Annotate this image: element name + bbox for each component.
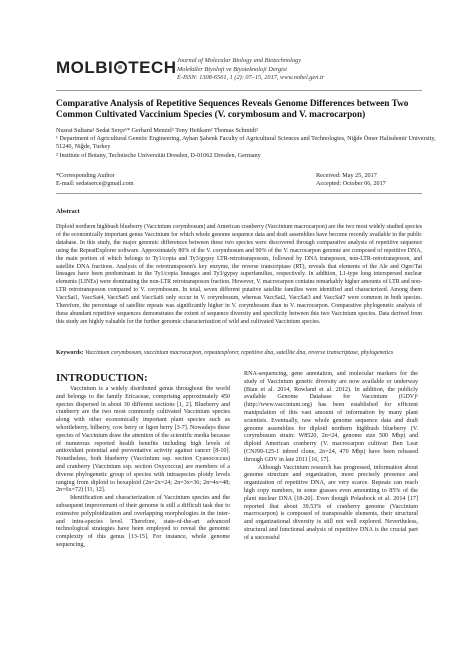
right-column <box>244 371 418 543</box>
abstract-top-divider <box>56 193 422 194</box>
affiliation-2: ² Institute of Botany, Technische Universität Dresden, D-01062 Dresden, Germany <box>56 151 261 159</box>
article-title: Comparative Analysis of Repetitive Sequences Reveals Genome Differences between Two Common Cultivated Vaccinium Species (V. corymbosum and V. macrocarpon) <box>56 99 409 121</box>
journal-name-en: Journal of Molecular Biology and Biotechnology <box>177 57 301 64</box>
corresponding-author-label: *Corresponding Author <box>56 172 115 179</box>
logo-circle-icon <box>114 61 127 74</box>
journal-logo <box>56 58 177 78</box>
received-date: Received: May 25, 2017 <box>316 172 377 179</box>
accepted-date: Accepted: October 06, 2017 <box>316 180 386 188</box>
introduction-heading: INTRODUCTION: <box>56 372 148 384</box>
intro-paragraph-3: RNA-sequencing, gene annotation, and molecular markers for the study of Vaccinium genetic diversity are now available or underway (Bian et al. 2014, Rowland et al. 2012). In addition, the publicly available Genome Database for Vaccinium (GDV)¹ (http://www.vaccinium.org) has been established for efficient manipulation of this vast amount of information by many plant scientists. Eventually, raw whole genome sequence data and draft genome assemblies for diploid northern highbush blueberry (V. corymbosum strain: W8520, 2n=24, genome size 500 Mbp) and diploid American cranberry (V. macrocarpon cultivar: Ben Lear (CNJ99-125-1 inbred clone, 2n=24, 470 Mbp) have been released through GDV in late 2011 [16, 17]. <box>244 371 418 463</box>
keywords-text: Vaccinium corymbosum, vaccinium macrocarpon, repeatexplorer, repetitive dna, satellite dna, reverse transcriptase, phylogenetics <box>83 350 394 356</box>
journal-header <box>177 57 324 83</box>
journal-issn: E-ISSN: 1308-6561, 1 (2): 07–15, 2017, www.nobel.gen.tr <box>177 74 325 82</box>
intro-paragraph-1: Vaccinium is a widely distributed genus throughout the world and belongs to the family Ericaceae, comprising approximately 450 species dispersed in about 30 different sections [1, 2]. Blueberry and cranberry are the two most commonly cultivated Vaccinium species along with other economically important plant species such as whortleberry, bilberry, cow berry or ligon berry [3-7]. Nowadays these species of Vaccinium draw the attention of the scientific media because of numerous reported health benefits including high levels of antioxidant potential and preventative activity against cancer [8-10]. Nonetheless, both blueberry (Vaccinium ssp. section Cyanococcus) and cranberry (Vaccinium ssp. section Oxycoccus) are members of a diverse phylogenetic group of species with intraspecies ploidy levels ranging from diploid to hexaploid (2n=2x=24; 2n=3x=36; 2n=4x=48; 2n=6x=72) [11, 12]. <box>56 386 230 494</box>
affiliation-1: ¹ Department of Agricultural Genetic Engineering, Ayhan Şahenk Faculty of Agricultural Sciences and Technologies, Niğde Ömer Halisdemir University, 51240, Niğde, Turkey <box>56 135 436 151</box>
keywords-label: Keywords: <box>56 350 84 356</box>
corresponding-email: E-mail: sedatserce@gmail.com <box>56 180 134 188</box>
author-list: Nusrat Sultana¹ Sedat Serçe¹* Gerhard Menzel² Tony Heitkam² Thomas Schmidt² <box>56 127 258 134</box>
journal-name-tr: Moleküler Biyoloji ve Biyoteknoloji Dergisi <box>177 65 287 73</box>
intro-paragraph-4: Although Vaccinium research has progressed, information about genome structure and organization, more precisely presence and organization of repetitive DNA, are very scarce. Repeats can reach high copy numbers, in some grasses even amounting to 85% of the plant nuclear DNA [18-20]. Even though Polashock et al. 2014 [17] reported that about 39.53% of cranberry genome (Vaccinium macrocarpon) is composed of transposable elements, their structural and organizational diversity is still not well explored. Nevertheless, structural and functional analysis of repetitive DNA is the crucial part of a successful <box>244 464 418 541</box>
logo-wordmark: MOLBI TECH <box>56 58 177 77</box>
header-divider <box>56 90 422 91</box>
author-block <box>56 127 436 160</box>
intro-paragraph-2: Identification and characterization of Vaccinium species and the subsequent improvement of their genome is still a difficult task due to extensive polyploidization and overlapping morphologies in the inter- and intra-species level. Therefore, state-of-the-art advanced technological strategies have been employed to reveal the genomic complexity of this genus [13-15]. For instance, whole genome sequencing, <box>56 495 230 548</box>
correspondence-block <box>56 172 426 189</box>
keywords-block <box>56 350 422 358</box>
dates-block <box>316 172 386 189</box>
abstract-text: Diploid northern highbush blueberry (Vaccinium corymbosum) and American cranberry (Vaccinium macrocarpon) are the two most widely studied species of the economically important genus Vaccinium for which whole genome sequence data and draft assemblies have become recently available in the public database. In this study, the major genomic differences between these two species were discovered through comparative analysis of repetitive sequence using the RepeatExplorer software. Approximately 80% of the V. corymbosum and 90% of the V. macrocarpon genome are composed of repetitive DNA, the main portion of which belongs to Ty1/copia and Ty3/gypsy LTR-retrotransposons, followed by DNA transposon, non-LTR-retrotransposon, and satellite DNA fractions. Analysis of the retrotransposon's key enzyme, the reverse transcriptase (RT), reveals that elements of the Ale and Ogre/Tat lineages have been predominant in the Ty1/copia lineages and Ty3/gypsy superfamilies, respectively. In addition, L1-type long interspersed nuclear elements (LINEs) were dominating the non-LTR retrotransposon fraction. However, V. macrocarpon contains remarkably higher amounts of LTR and non-LTR retrotransposon compared to V. corymbosum. In total, seven different putative satellite families were identified and characterized. Among them VaccSat1, VaccSat4, VaccSat5 and VaccSat6 only occur in V. corymbosum, whereas VaccSat2, VaccSat3 and VaccSat7 were common in both species. Therefore, the percentage of satellite repeats was significantly higher in V. corymbosum than in V. macrocarpon. Comparative phylogenetic analysis of these abundant repetitive sequences demonstrates the extent of sequence diversity and specificity between this two Vaccinium species. Data derived from this study are highly valuable for the further genomic characterization of wild and cultivated Vaccinium species. <box>56 224 422 325</box>
left-column <box>56 386 230 550</box>
abstract-heading: Abstract <box>56 208 80 215</box>
